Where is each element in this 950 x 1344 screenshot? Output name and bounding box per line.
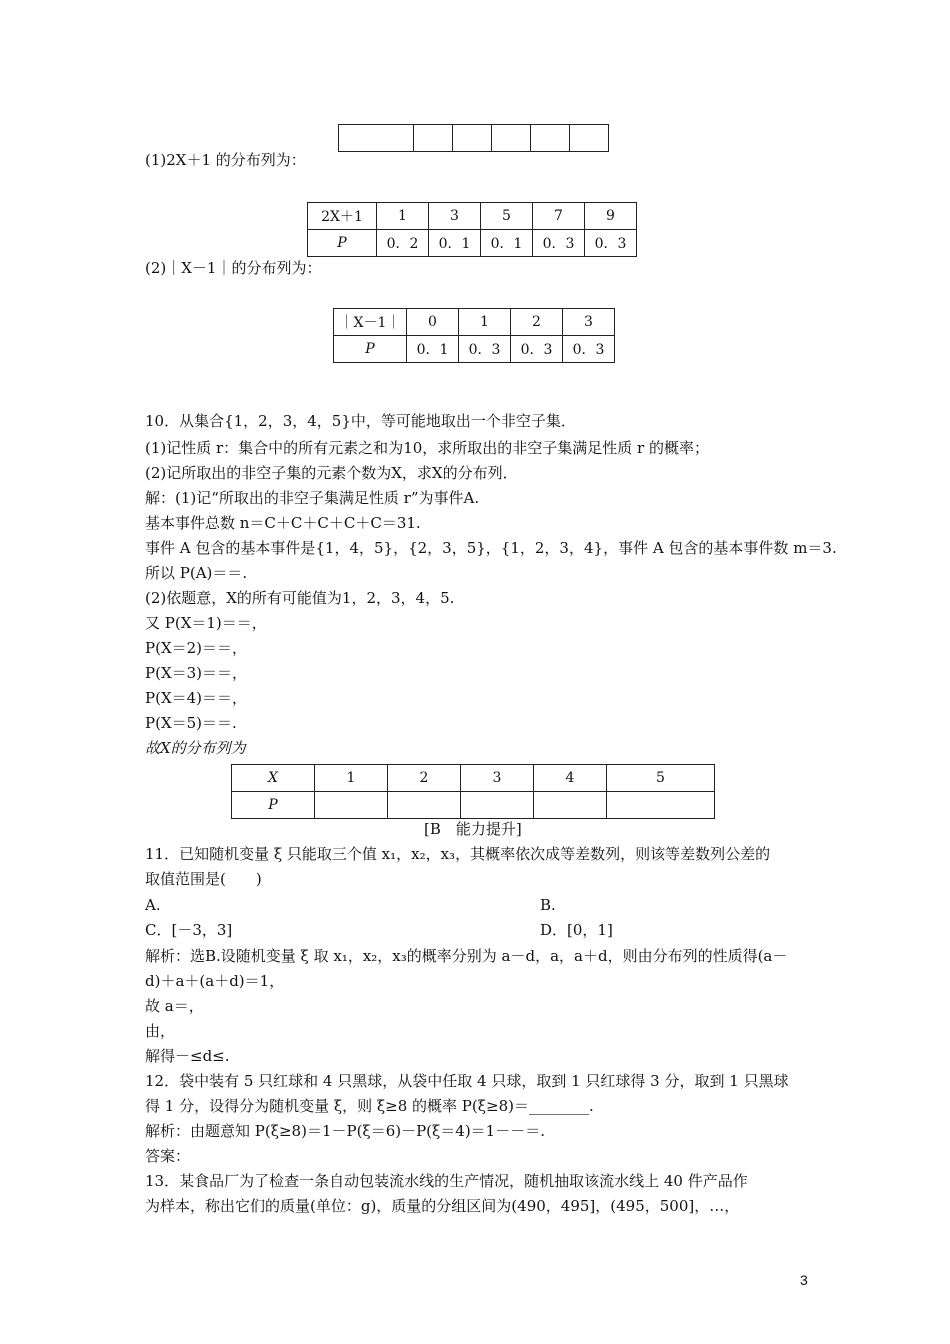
table-cell <box>461 792 534 819</box>
table-cell: 0．3 <box>563 336 615 363</box>
table-header-cell: 9 <box>585 203 637 230</box>
table-header-cell: 1 <box>459 309 511 336</box>
section-b-heading: [B 能力提升] <box>424 820 522 838</box>
page-number: 3 <box>800 1272 808 1288</box>
solution-line: 解析：选B.设随机变量 ξ 取 x₁，x₂，x₃的概率分别为 a－d，a，a＋d，则由分布列的性质得(a－ <box>145 947 788 965</box>
table-cell: 0．3 <box>459 336 511 363</box>
table-cell: 0．1 <box>407 336 459 363</box>
table-header-cell: 5 <box>481 203 533 230</box>
table-cell: 0．3 <box>585 230 637 257</box>
problem-11-line: 取值范围是( ) <box>145 870 262 888</box>
table3-caption: 故X的分布列为 <box>145 739 246 757</box>
problem-13-line: 13．某食品厂为了检查一条自动包装流水线的生产情况，随机抽取该流水线上 40 件产品作 <box>145 1172 748 1190</box>
problem-11-line: 11．已知随机变量 ξ 只能取三个值 x₁，x₂，x₃，其概率依次成等差数列，则该等差数列公差的 <box>145 845 771 863</box>
distribution-table-x <box>231 764 715 819</box>
solution-line: 事件 A 包含的基本事件是{1，4，5}，{2，3，5}，{1，2，3，4}，事件 A 包含的基本事件数 m＝3. <box>145 539 837 557</box>
table-cell <box>534 792 607 819</box>
problem-10-part1: (1)记性质 r：集合中的所有元素之和为10，求所取出的非空子集满足性质 r 的概率； <box>145 439 709 457</box>
table-header-cell: ｜X－1｜ <box>334 309 407 336</box>
solution-line: P(X＝4)＝＝， <box>145 689 248 707</box>
table-cell: 0．2 <box>377 230 429 257</box>
table-header-cell: 0 <box>407 309 459 336</box>
table-header-cell: 2X＋1 <box>308 203 377 230</box>
solution-line: d)＋a＋(a＋d)＝1， <box>145 972 285 990</box>
table-header-cell: 1 <box>315 765 388 792</box>
table-cell <box>607 792 715 819</box>
table-cell <box>570 125 609 152</box>
solution-line: P(X＝5)＝＝. <box>145 714 237 732</box>
problem-12-line: 12．袋中装有 5 只红球和 4 只黑球，从袋中任取 4 只球，取到 1 只红球得 3 分，取到 1 只黑球 <box>145 1072 789 1090</box>
table-cell: P <box>232 792 315 819</box>
part2-label: (2)｜X－1｜的分布列为： <box>145 259 322 277</box>
table-cell <box>339 125 414 152</box>
table-header-cell: 2 <box>388 765 461 792</box>
solution-line: (2)依题意，X的所有可能值为1，2，3，4，5. <box>145 589 455 607</box>
table-header-cell: 2 <box>511 309 563 336</box>
table-header-cell: X <box>232 765 315 792</box>
table-cell: 0．1 <box>481 230 533 257</box>
table-header-cell: 3 <box>461 765 534 792</box>
problem-10-title: 10．从集合{1，2，3，4，5}中，等可能地取出一个非空子集． <box>145 412 576 430</box>
table-cell <box>388 792 461 819</box>
table-header-cell: 1 <box>377 203 429 230</box>
table-cell: 0．3 <box>511 336 563 363</box>
distribution-table-abs-x-minus-1 <box>333 308 615 363</box>
table-header-cell: 3 <box>563 309 615 336</box>
problem-10-part2: (2)记所取出的非空子集的元素个数为X，求X的分布列． <box>145 464 518 482</box>
option-d: D．[0，1] <box>540 921 613 939</box>
solution-line: 由， <box>145 1022 176 1040</box>
table-cell: P <box>334 336 407 363</box>
solution-line: 解得－≤d≤. <box>145 1047 230 1065</box>
solution-line: 解析：由题意知 P(ξ≥8)＝1－P(ξ＝6)－P(ξ＝4)＝1－－＝. <box>145 1122 545 1140</box>
part1-label: (1)2X＋1 的分布列为： <box>145 151 306 169</box>
solution-line: P(X＝2)＝＝， <box>145 639 248 657</box>
table-cell: P <box>308 230 377 257</box>
problem-13-line: 为样本，称出它们的质量(单位：g)，质量的分组区间为(490，495]，(495，500]，…， <box>145 1197 740 1215</box>
solution-line: 故 a＝， <box>145 997 204 1015</box>
table-cell <box>414 125 453 152</box>
table-header-cell: 5 <box>607 765 715 792</box>
solution-line: 解：(1)记“所取出的非空子集满足性质 r”为事件A. <box>145 489 480 507</box>
solution-line: P(X＝3)＝＝， <box>145 664 248 682</box>
distribution-table-2x-plus-1 <box>307 202 637 257</box>
table-cell: 0．3 <box>533 230 585 257</box>
answer-label: 答案： <box>145 1147 191 1165</box>
solution-line: 基本事件总数 n＝C＋C＋C＋C＋C＝31. <box>145 514 421 532</box>
top-empty-table <box>338 124 609 152</box>
table-header-cell: 7 <box>533 203 585 230</box>
solution-line: 又 P(X＝1)＝＝， <box>145 614 267 632</box>
option-c: C．[－3，3] <box>145 921 233 939</box>
table-cell <box>492 125 531 152</box>
problem-12-line: 得 1 分，设得分为随机变量 ξ，则 ξ≥8 的概率 P(ξ≥8)＝________. <box>145 1097 594 1115</box>
table-cell: 0．1 <box>429 230 481 257</box>
option-a: A. <box>145 896 161 914</box>
table-cell <box>315 792 388 819</box>
table-header-cell: 3 <box>429 203 481 230</box>
solution-line: 所以 P(A)＝＝. <box>145 564 248 582</box>
table-cell <box>531 125 570 152</box>
table-header-cell: 4 <box>534 765 607 792</box>
option-b: B. <box>540 896 556 914</box>
table-cell <box>453 125 492 152</box>
